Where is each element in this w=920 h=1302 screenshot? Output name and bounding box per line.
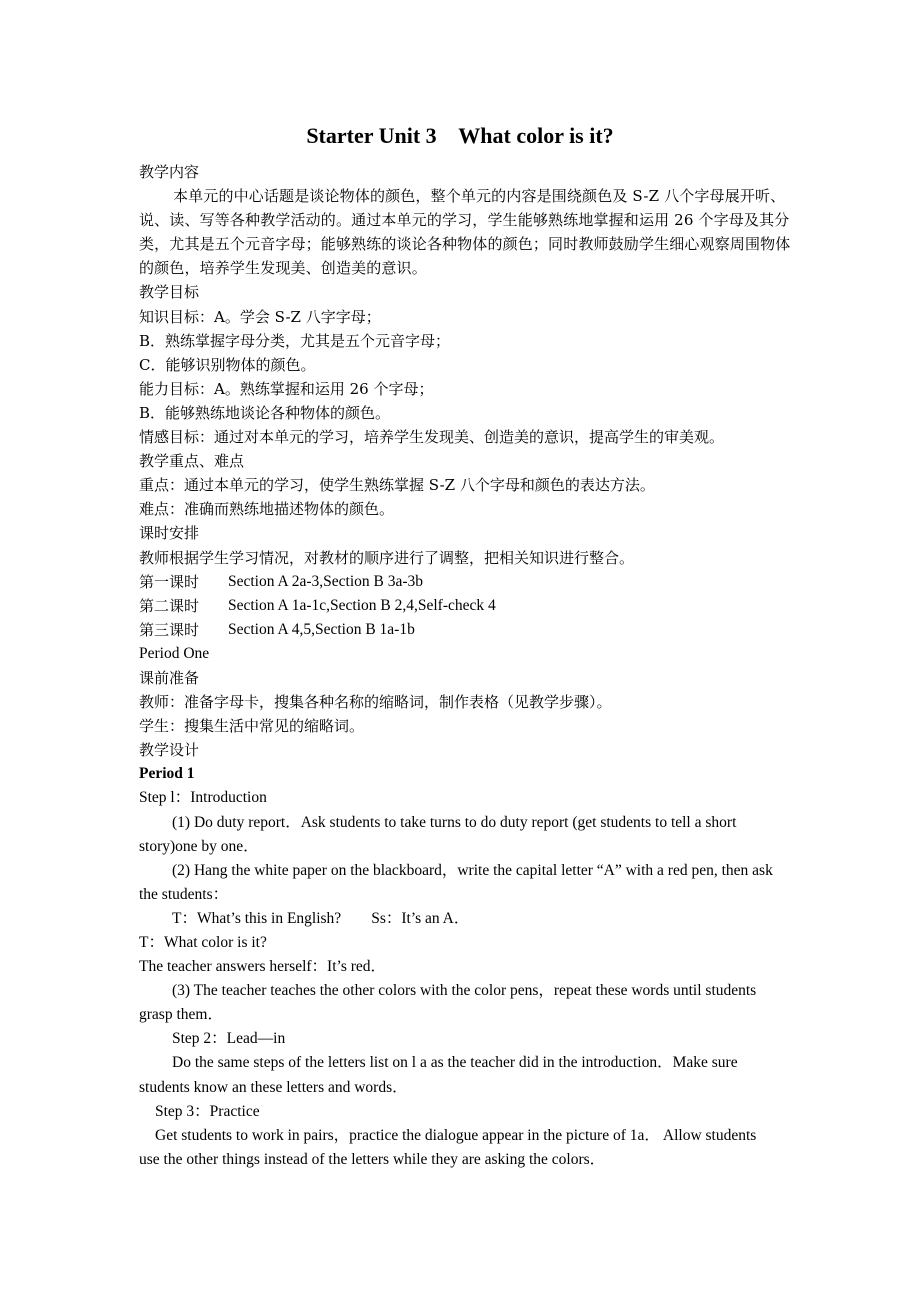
dialog-teacher: T：What’s this in English? (172, 909, 342, 927)
key-points-heading: 教学重点、难点 (139, 452, 245, 471)
ability-goal-label: 能力目标： (139, 379, 215, 398)
schedule-intro: 教师根据学生学习情况，对教材的顺序进行了调整，把相关知识进行整合。 (139, 548, 635, 567)
lesson-row (139, 618, 801, 642)
step-3-heading: Step 3：Practice (155, 1102, 260, 1120)
content-heading: 教学内容 (139, 163, 200, 181)
dialog-line (139, 907, 801, 931)
knowledge-goal-item: C．能够识别物体的颜色。 (139, 355, 316, 374)
period-one: Period One (139, 644, 210, 662)
design-heading: 教学设计 (139, 741, 200, 760)
step-3-text: Get students to work in pairs，practice the dialogue appear in the picture of 1a． Allow students (155, 1126, 757, 1144)
dialog-line: T：What color is it? (139, 934, 267, 951)
teacher-prep: 教师：准备字母卡，搜集各种名称的缩略词，制作表格（见教学步骤）。 (139, 693, 612, 712)
step-3-text-cont: use the other things instead of the letters while they are asking the colors． (139, 1150, 606, 1168)
step-1-item-3-cont: grasp them． (139, 1006, 223, 1024)
ability-goal-item: B．能够熟练地谈论各种物体的颜色。 (139, 403, 391, 422)
lesson-row (139, 594, 801, 618)
lesson-content: Section A 1a-1c,Section B 2,4,Self-check 4 (228, 596, 496, 614)
knowledge-goal-item: A。学会 S-Z 八字字母； (214, 307, 381, 326)
period-1-heading: Period 1 (139, 765, 195, 783)
lesson-content: Section A 4,5,Section B 1a-1b (228, 620, 415, 638)
knowledge-goal-item: B．熟练掌握字母分类，尤其是五个元音字母； (139, 331, 451, 350)
content-paragraph: 本单元的中心话题是谈论物体的颜色，整个单元的内容是围绕颜色及 S-Z 八个字母展开听、说、读、写等各种教学活动的。通过本单元的学习，学生能够熟练地掌握和运用 26 个字母及其分类，尤其是五个元音字母；能够熟练的谈论各种物体的颜色；同时教师鼓励学生细心观察周围物体的颜色，培养学生发现美、创造美的意识。 (139, 187, 791, 278)
ability-goal-row (139, 377, 801, 401)
emotion-goal: 情感目标：通过对本单元的学习，培养学生发现美、创造美的意识，提高学生的审美观。 (139, 428, 725, 447)
step-1-item-1: (1) Do duty report．Ask students to take turns to do duty report (get students to tell a short (172, 813, 737, 831)
step-1-item-3: (3) The teacher teaches the other colors with the color pens，repeat these words until students (172, 982, 757, 1000)
knowledge-goal-label: 知识目标： (139, 307, 215, 326)
lesson-label: 第一课时 (139, 572, 200, 591)
lesson-label: 第二课时 (139, 596, 200, 615)
dialog-students: Ss：It’s an A． (371, 909, 470, 927)
key-point: 重点：通过本单元的学习，使学生熟练掌握 S-Z 八个字母和颜色的表达方法。 (139, 476, 655, 495)
knowledge-goal-row (139, 305, 801, 329)
dialog-line: The teacher answers herself：It’s red． (139, 958, 387, 976)
step-2-text: Do the same steps of the letters list on l a as the teacher did in the introduction．Make sure (172, 1054, 738, 1072)
schedule-heading: 课时安排 (139, 524, 200, 543)
step-1-heading: Step l：Introduction (139, 789, 267, 807)
step-2-heading: Step 2：Lead—in (172, 1030, 286, 1048)
step-1-item-1-cont: story)one by one． (139, 837, 259, 855)
student-prep: 学生：搜集生活中常见的缩略词。 (139, 717, 365, 736)
step-1-item-2: (2) Hang the white paper on the blackboard，write the capital letter “A” with a red pen, then ask (172, 861, 773, 879)
lesson-content: Section A 2a-3,Section B 3a-3b (228, 572, 424, 590)
document-body (139, 160, 801, 1172)
step-2-text-cont: students know an these letters and words． (139, 1078, 408, 1096)
prep-heading: 课前准备 (139, 668, 200, 687)
lesson-row (139, 570, 801, 594)
goals-heading: 教学目标 (139, 283, 200, 302)
step-1-item-2-cont: the students： (139, 885, 229, 903)
ability-goal-item: A。熟练掌握和运用 26 个字母； (214, 379, 434, 398)
lesson-label: 第三课时 (139, 620, 200, 639)
difficult-point: 难点：准确而熟练地描述物体的颜色。 (139, 500, 395, 519)
page-title: Starter Unit 3 What color is it? (306, 123, 614, 148)
